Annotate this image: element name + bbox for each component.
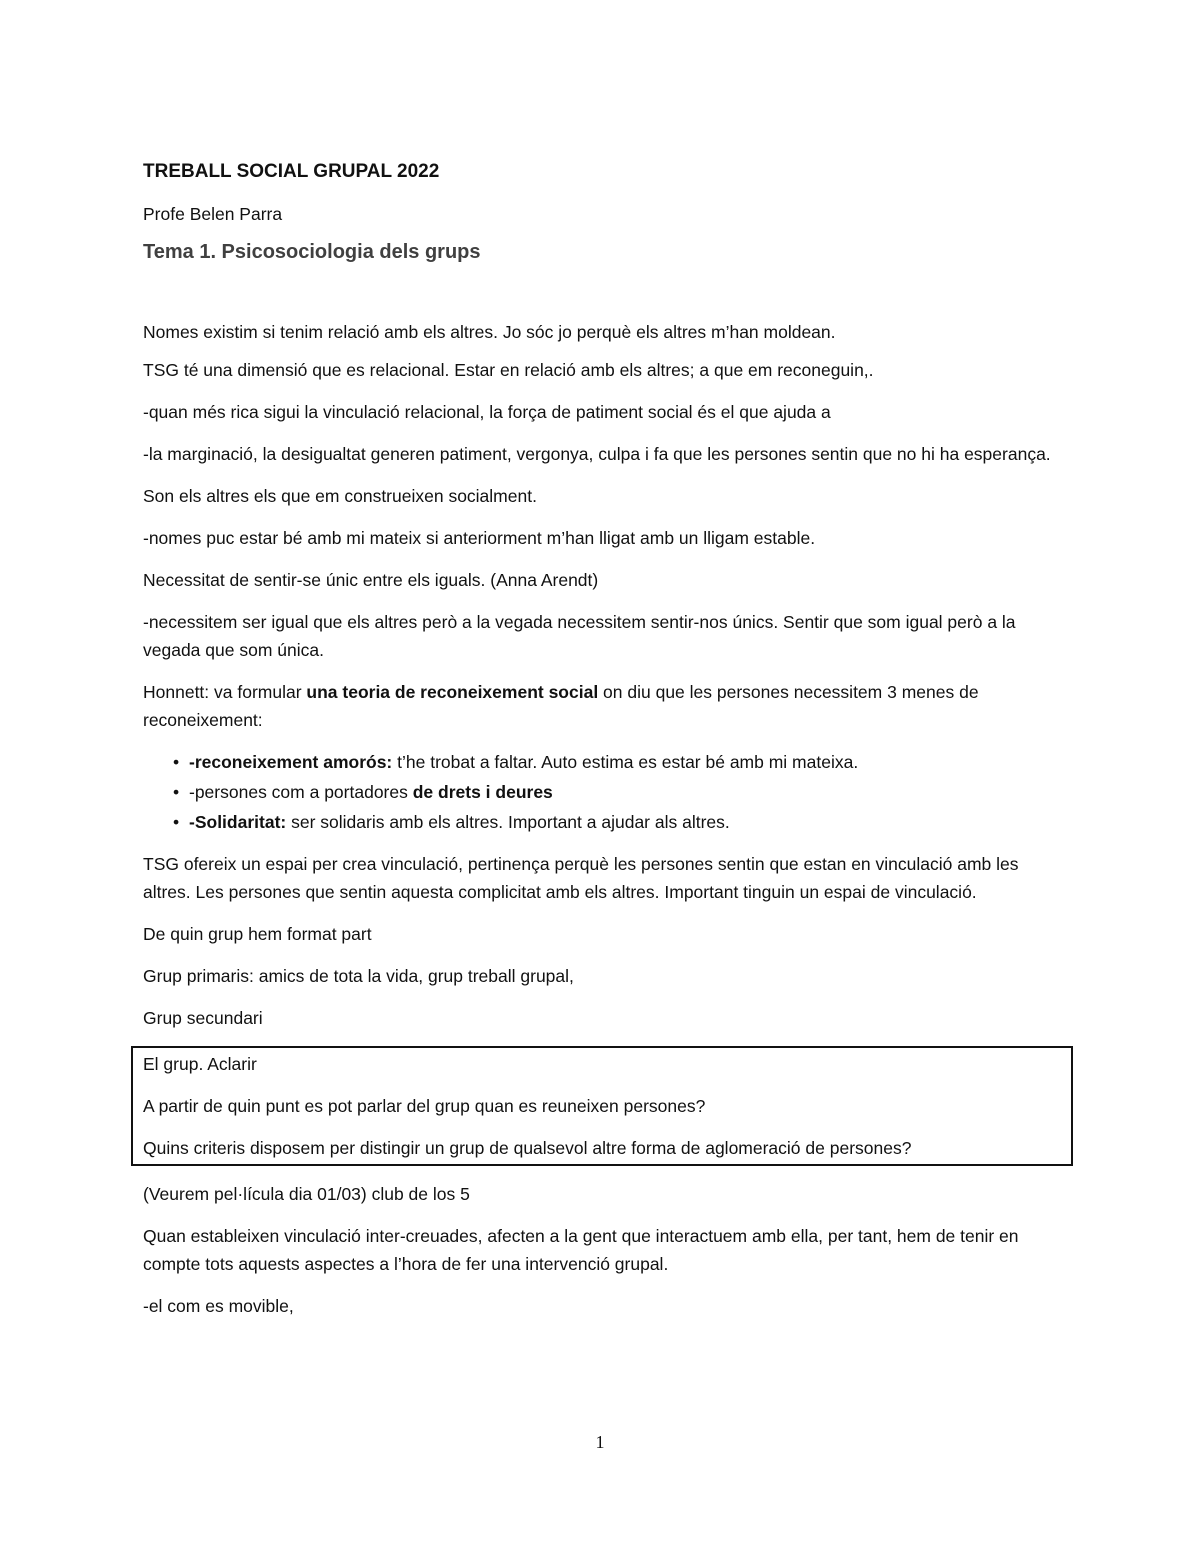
paragraph: Nomes existim si tenim relació amb els altres. Jo sóc jo perquè els altres m’han moldean.: [143, 322, 836, 342]
bullet-icon: •: [173, 812, 180, 832]
paragraph: [143, 678, 1063, 734]
paragraph: TSG ofereix un espai per crea vinculació, pertinença perquè les persones sentin que estan en vinculació amb les altres. Les persones que sentin aquesta complicitat amb els altres. Important tinguin un espai de vinculació.: [143, 854, 1019, 902]
boxed-line: El grup. Aclarir: [143, 1054, 257, 1074]
boxed-note: [131, 1046, 1073, 1166]
author-line: Profe Belen Parra: [143, 204, 283, 224]
bullet-list: [143, 748, 1063, 836]
paragraph: De quin grup hem format part: [143, 924, 372, 944]
paragraph: Grup secundari: [143, 1008, 263, 1028]
paragraph: TSG té una dimensió que es relacional. Estar en relació amb els altres; a que em reconeguin,.: [143, 360, 874, 380]
bold-text: de drets i deures: [412, 782, 553, 802]
boxed-line: Quins criteris disposem per distingir un grup de qualsevol altre forma de aglomeració de persones?: [143, 1138, 912, 1158]
page-number: 1: [595, 1432, 605, 1452]
paragraph: -el com es movible,: [143, 1296, 294, 1316]
boxed-line: A partir de quin punt es pot parlar del grup quan es reuneixen persones?: [143, 1096, 706, 1116]
paragraph: Quan estableixen vinculació inter-creuades, afecten a la gent que interactuem amb ella, per tant, hem de tenir en compte tots aquests aspectes a l’hora de fer una intervenció grupal.: [143, 1226, 1019, 1274]
list-item: [143, 778, 1063, 806]
paragraph: -necessitem ser igual que els altres però a la vegada necessitem sentir-nos únics. Sentir que som igual però a la vegada que som única.: [143, 612, 1016, 660]
paragraph: Necessitat de sentir-se únic entre els iguals. (Anna Arendt): [143, 570, 599, 590]
text-run: -persones com a portadores: [189, 782, 413, 802]
paragraph: -quan més rica sigui la vinculació relacional, la força de patiment social és el que ajuda a: [143, 402, 831, 422]
paragraph: (Veurem pel·lícula dia 01/03) club de los 5: [143, 1184, 470, 1204]
document-title: TREBALL SOCIAL GRUPAL 2022: [143, 161, 440, 182]
bold-text: -Solidaritat:: [189, 812, 287, 832]
paragraph: Grup primaris: amics de tota la vida, grup treball grupal,: [143, 966, 574, 986]
section-heading: Tema 1. Psicosociologia dels grups: [143, 241, 481, 263]
text-run: ser solidaris amb els altres. Important a ajudar als altres.: [286, 812, 730, 832]
bullet-icon: •: [173, 782, 180, 802]
text-run: Honnett: va formular: [143, 682, 307, 702]
bold-text: -reconeixement amorós:: [189, 752, 393, 772]
list-item: [143, 808, 1063, 836]
text-run: t’he trobat a faltar. Auto estima es estar bé amb mi mateixa.: [392, 752, 859, 772]
text-run: on diu que les persones necessitem 3 menes de reconeixement:: [143, 682, 979, 730]
list-item: [143, 748, 1063, 776]
paragraph: -la marginació, la desigualtat generen patiment, vergonya, culpa i fa que les persones sentin que no hi ha esperança.: [143, 444, 1051, 464]
bullet-icon: •: [173, 752, 180, 772]
document-body: [143, 158, 1063, 1334]
paragraph: -nomes puc estar bé amb mi mateix si anteriorment m’han lligat amb un lligam estable.: [143, 528, 816, 548]
bold-text: una teoria de reconeixement social: [306, 682, 599, 702]
paragraph: Son els altres els que em construeixen socialment.: [143, 486, 537, 506]
